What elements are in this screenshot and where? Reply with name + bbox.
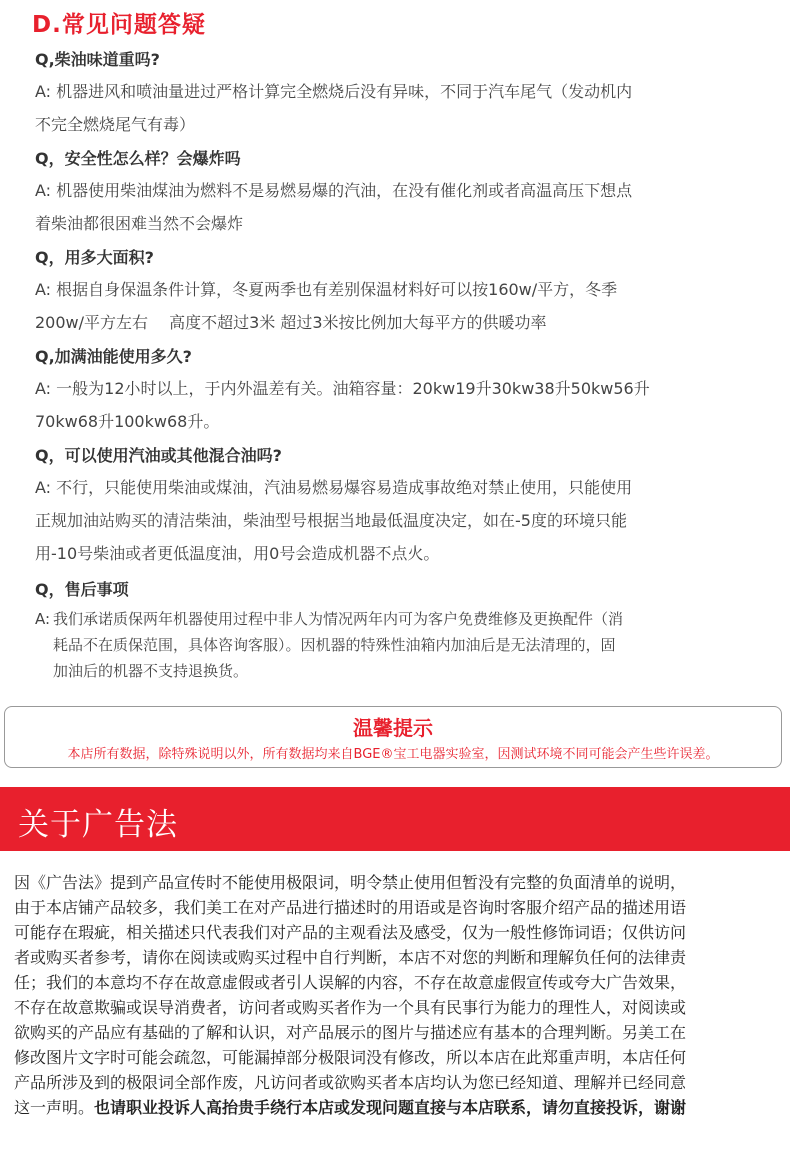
- faq-question: Q，可以使用汽油或其他混合油吗?: [35, 446, 282, 465]
- answer-line: A: 根据自身保温条件计算，冬夏两季也有差别保温材料好可以按160w/平方，冬季: [35, 280, 618, 299]
- faq-question: Q，用多大面积?: [35, 248, 154, 267]
- answer-prefix: A:: [35, 610, 51, 628]
- answer-line: A: 不行，只能使用柴油或煤油，汽油易燃易爆容易造成事故绝对禁止使用，只能使用: [35, 478, 633, 497]
- faq-title: D.常见问题答疑: [32, 12, 206, 38]
- answer-line: 我们承诺质保两年机器使用过程中非人为情况两年内可为客户免费维修及更换配件（消: [53, 610, 624, 628]
- faq-question: Q,加满油能使用多久?: [35, 347, 192, 366]
- ad-law-line: 产品所涉及到的极限词全部作废，凡访问者或欲购买者本店均认为您已经知道、理解并已经同意: [14, 1073, 687, 1092]
- answer-line: 不完全燃烧尾气有毒）: [35, 115, 196, 134]
- notice-box: [4, 706, 782, 768]
- faq-answer: [35, 606, 623, 684]
- ad-law-line: 因《广告法》提到产品宣传时不能使用极限词，明令禁止使用但暂没有完整的负面清单的说明，: [14, 873, 687, 892]
- faq-question: Q，售后事项: [35, 580, 129, 599]
- ad-law-line: 任；我们的本意均不存在故意虚假或者引人误解的内容，不存在故意虚假宣传或夸大广告效果，: [14, 973, 687, 992]
- ad-law-line: 者或购买者参考，请你在阅读或购买过程中自行判断，本店不对您的判断和理解负任何的法律责: [14, 948, 687, 967]
- ad-law-line: 修改图片文字时可能会疏忽，可能漏掉部分极限词没有修改，所以本店在此郑重声明，本店任何: [14, 1048, 687, 1067]
- answer-line: 200w/平方左右 高度不超过3米 超过3米按比例加大每平方的供暖功率: [35, 313, 547, 332]
- faq-answer: [35, 471, 632, 570]
- faq-answer: [35, 273, 617, 339]
- answer-line: A: 机器进风和喷油量进过严格计算完全燃烧后没有异味，不同于汽车尾气（发动机内: [35, 82, 633, 101]
- faq-answer: [35, 75, 632, 141]
- ad-law-line: 可能存在瑕疵，相关描述只代表我们对产品的主观看法及感受，仅为一般性修饰词语；仅供访问: [14, 923, 687, 942]
- faq-question: Q，安全性怎么样？会爆炸吗: [35, 149, 241, 168]
- faq-question: Q,柴油味道重吗?: [35, 50, 160, 69]
- faq-answer: [35, 174, 632, 240]
- faq-answer: [35, 372, 650, 438]
- ad-law-line: 欲购买的产品应有基础的了解和认识，对产品展示的图片与描述应有基本的合理判断。另美工在: [14, 1023, 687, 1042]
- ad-law-title: 关于广告法: [18, 807, 178, 843]
- ad-law-last-bold: 也请职业投诉人高抬贵手绕行本店或发现问题直接与本店联系，请勿直接投诉，谢谢: [94, 1098, 687, 1117]
- answer-line: 耗品不在质保范围，具体咨询客服）。因机器的特殊性油箱内加油后是无法清理的，固: [53, 636, 616, 654]
- ad-law-body: [14, 870, 779, 1120]
- answer-line: A: 一般为12小时以上，于内外温差有关。油箱容量：20kw19升30kw38升50kw56升: [35, 379, 650, 398]
- ad-law-line: 由于本店铺产品较多，我们美工在对产品进行描述时的用语或是咨询时客服介绍产品的描述用语: [14, 898, 687, 917]
- answer-line: 加油后的机器不支持退换货。: [53, 662, 249, 680]
- notice-body: 本店所有数据，除特殊说明以外，所有数据均来自BGE®宝工电器实验室，因测试环境不同可能会产生些许误差。: [67, 747, 719, 762]
- answer-line: 用-10号柴油或者更低温度油，用0号会造成机器不点火。: [35, 544, 440, 563]
- answer-line: 70kw68升100kw68升。: [35, 412, 220, 431]
- notice-title: 温馨提示: [353, 716, 433, 740]
- ad-law-last-line: [14, 1095, 779, 1120]
- ad-law-last-normal: 这一声明。: [14, 1098, 95, 1117]
- answer-line: 着柴油都很困难当然不会爆炸: [35, 214, 244, 233]
- answer-line: A: 机器使用柴油煤油为燃料不是易燃易爆的汽油，在没有催化剂或者高温高压下想点: [35, 181, 633, 200]
- ad-law-banner: [0, 787, 790, 851]
- answer-line: 正规加油站购买的清洁柴油，柴油型号根据当地最低温度决定，如在-5度的环境只能: [35, 511, 627, 530]
- ad-law-line: 不存在故意欺骗或误导消费者，访问者或购买者作为一个具有民事行为能力的理性人，对阅读或: [14, 998, 687, 1017]
